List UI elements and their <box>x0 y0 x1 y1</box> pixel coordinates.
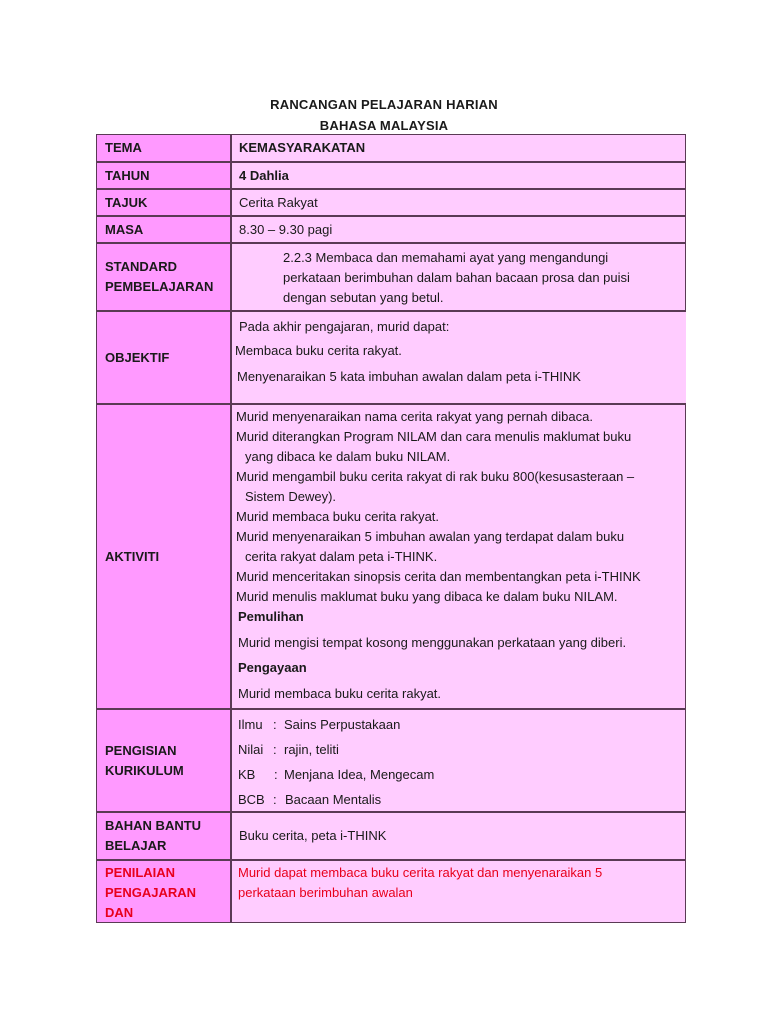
label-objektif-text: OBJEKTIF <box>105 349 170 365</box>
label-masa <box>96 216 231 243</box>
aktiviti-line: Murid membaca buku cerita rakyat. <box>236 509 440 524</box>
label-aktiviti <box>96 404 231 709</box>
value-tahun: 4 Dahlia <box>231 162 686 189</box>
objektif-intro: Pada akhir pengajaran, murid dapat: <box>239 319 450 334</box>
pengisian-value: Menjana Idea, Mengecam <box>284 767 435 782</box>
pemulihan-text: Murid mengisi tempat kosong menggunakan perkataan yang diberi. <box>238 635 627 650</box>
label-standard-line1: STANDARD <box>105 259 177 274</box>
label-standard-line2: PEMBELAJARAN <box>105 279 214 294</box>
pengisian-item <box>238 737 685 762</box>
label-objektif <box>96 311 231 404</box>
aktiviti-line: Murid menulis maklumat buku yang dibaca ke dalam buku NILAM. <box>236 589 618 604</box>
title-line-1: RANCANGAN PELAJARAN HARIAN <box>270 97 498 112</box>
label-penilaian-line2: PENGAJARAN <box>105 885 197 900</box>
label-penilaian-line1: PENILAIAN <box>105 865 176 880</box>
label-standard-pembelajaran <box>96 243 231 311</box>
pengisian-key: KB <box>238 767 256 782</box>
aktiviti-line: Murid menyenaraikan 5 imbuhan awalan yang terdapat dalam buku <box>236 529 625 544</box>
aktiviti-line: Murid mengambil buku cerita rakyat di rak buku 800(kesusasteraan – <box>236 469 635 484</box>
pengisian-key: Ilmu <box>238 717 263 732</box>
label-pengisian-kurikulum <box>96 709 231 812</box>
value-standard-pembelajaran <box>231 243 686 311</box>
label-pengisian-line1: PENGISIAN <box>105 742 177 758</box>
aktiviti-line: yang dibaca ke dalam buku NILAM. <box>245 449 451 464</box>
label-tahun <box>96 162 231 189</box>
pengisian-value: Sains Perpustakaan <box>284 717 401 732</box>
pengayaan-text: Murid membaca buku cerita rakyat. <box>238 686 442 701</box>
label-bahan-line1: BAHAN BANTU <box>105 818 202 833</box>
pengisian-sep: : <box>273 742 277 757</box>
value-masa: 8.30 – 9.30 pagi <box>231 216 686 243</box>
value-objektif <box>231 311 686 404</box>
standard-line: dengan sebutan yang betul. <box>283 290 444 305</box>
label-aktiviti-text: AKTIVITI <box>105 548 160 564</box>
pengisian-key: BCB <box>238 792 265 807</box>
label-bahan-line2: BELAJAR <box>105 838 167 853</box>
standard-line: 2.2.3 Membaca dan memahami ayat yang mengandungi <box>283 250 609 265</box>
label-tajuk <box>96 189 231 216</box>
pengisian-key: Nilai <box>238 742 264 757</box>
aktiviti-line: cerita rakyat dalam peta i-THINK. <box>245 549 438 564</box>
label-tema-text: TEMA <box>105 140 142 155</box>
pengisian-sep: : <box>274 767 278 782</box>
objektif-item: Membaca buku cerita rakyat. <box>235 343 402 358</box>
aktiviti-line: Murid diterangkan Program NILAM dan cara menulis maklumat buku <box>236 429 632 444</box>
aktiviti-line: Sistem Dewey). <box>245 489 337 504</box>
label-masa-text: MASA <box>105 221 144 237</box>
label-tahun-text: TAHUN <box>105 167 150 183</box>
label-penilaian-line3: DAN <box>105 905 134 920</box>
value-bahan-bantu-belajar: Buku cerita, peta i-THINK <box>231 812 686 860</box>
aktiviti-line: Murid menceritakan sinopsis cerita dan membentangkan peta i-THINK <box>236 569 641 584</box>
standard-line: perkataan berimbuhan dalam bahan bacaan prosa dan puisi <box>283 270 630 285</box>
pengisian-sep: : <box>273 792 277 807</box>
pengisian-item <box>238 712 685 737</box>
label-penilaian <box>96 860 231 923</box>
pemulihan-heading: Pemulihan <box>238 609 304 624</box>
pengisian-item <box>238 762 685 787</box>
pengayaan-heading: Pengayaan <box>238 660 307 675</box>
penilaian-line: perkataan berimbuhan awalan <box>238 885 413 900</box>
title-line-2: BAHASA MALAYSIA <box>319 118 449 133</box>
value-tajuk: Cerita Rakyat <box>231 189 686 216</box>
value-tema: KEMASYARAKATAN <box>231 134 686 162</box>
penilaian-line: Murid dapat membaca buku cerita rakyat dan menyenaraikan 5 <box>238 865 603 880</box>
aktiviti-line: Murid menyenaraikan nama cerita rakyat yang pernah dibaca. <box>236 409 593 424</box>
value-penilaian <box>231 860 686 923</box>
pengisian-value: rajin, teliti <box>284 742 339 757</box>
pengisian-value: Bacaan Mentalis <box>285 792 382 807</box>
pengisian-item <box>238 787 685 812</box>
label-tajuk-text: TAJUK <box>105 194 148 210</box>
value-pengisian-kurikulum <box>231 709 686 812</box>
label-tema <box>96 134 231 162</box>
label-pengisian-line2: KURIKULUM <box>105 762 184 778</box>
objektif-item: Menyenaraikan 5 kata imbuhan awalan dalam peta i-THINK <box>237 369 581 384</box>
value-aktiviti <box>231 404 686 709</box>
label-bahan-bantu-belajar <box>96 812 231 860</box>
pengisian-sep: : <box>273 717 277 732</box>
